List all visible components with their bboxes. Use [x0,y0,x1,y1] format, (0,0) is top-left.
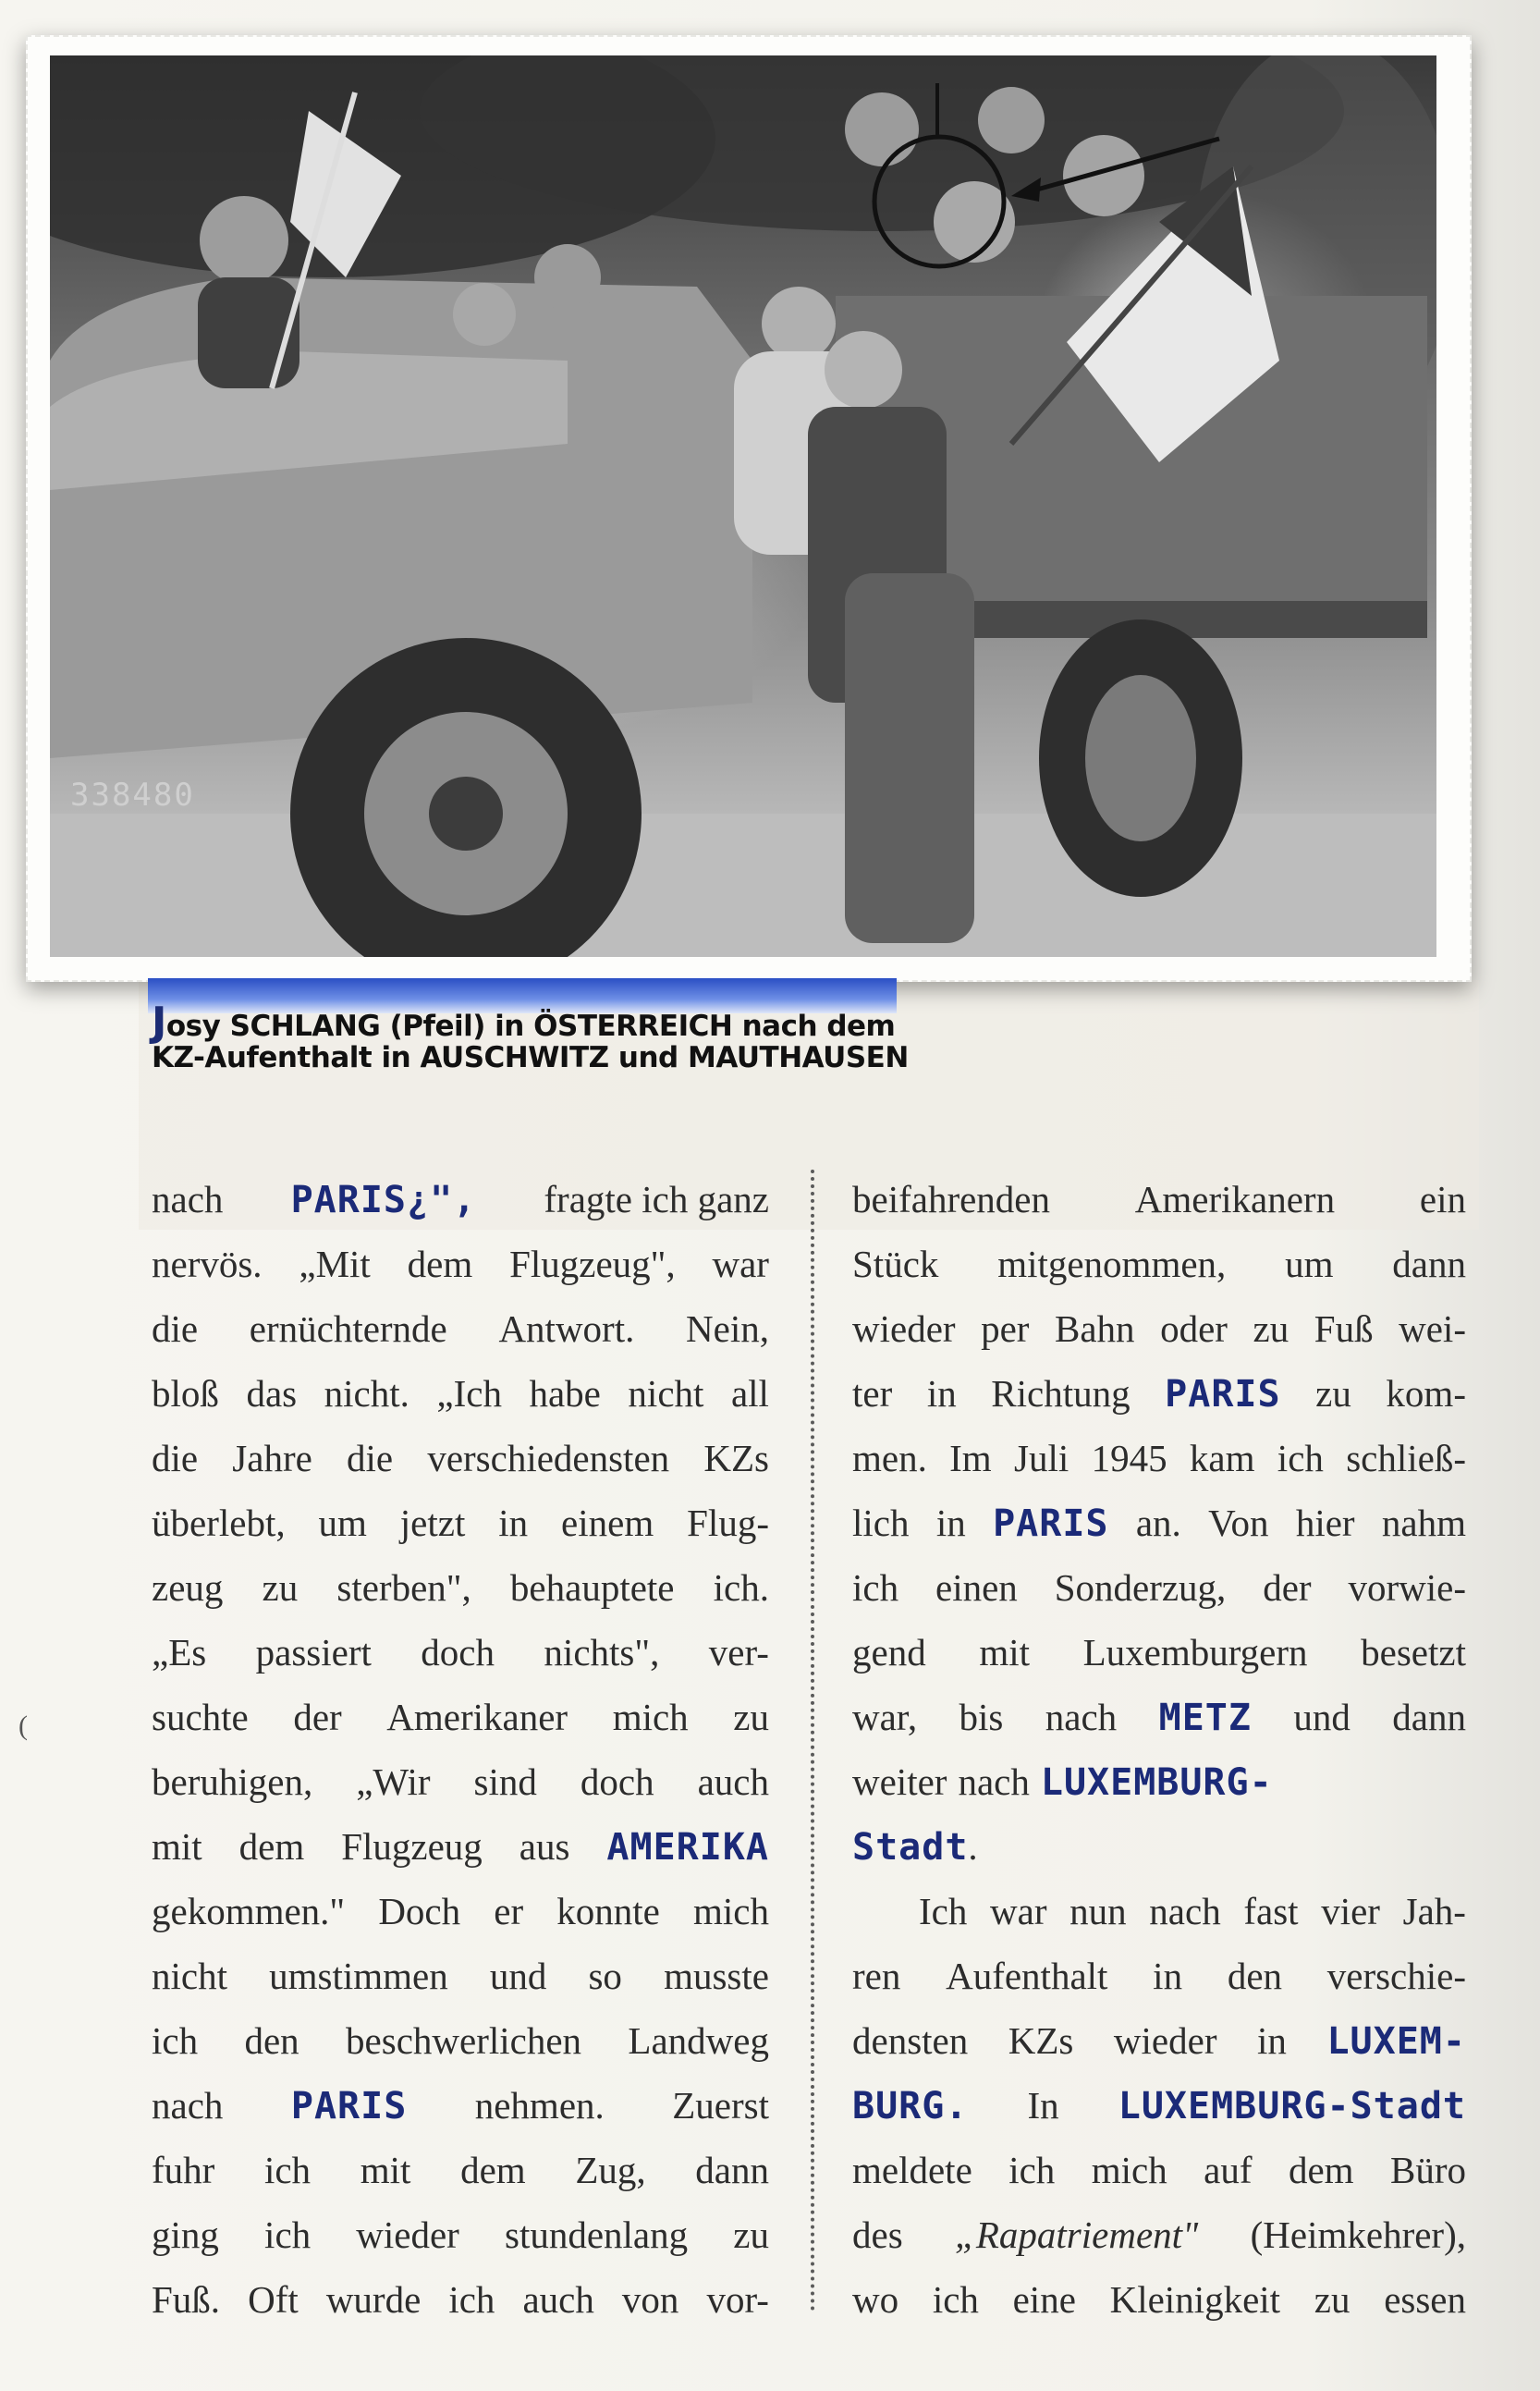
word: mit [979,1631,1030,1674]
word: ging [152,2213,219,2256]
photo-caption [148,978,909,1089]
word: Von [1208,1502,1269,1544]
text-line [152,1814,769,1879]
word: umstimmen [269,1955,448,1997]
highlighted-word: Stadt [852,1826,969,1869]
license-plate-number: 338480 [70,777,195,814]
word: Richtung [991,1372,1131,1415]
highlighted-word: PARIS [993,1502,1109,1545]
word: sind [473,1760,537,1803]
text-line [852,1167,1466,1232]
word: doch [421,1631,495,1674]
word: Landweg [628,2019,769,2062]
word: auch [522,2278,594,2321]
text-line [152,2073,769,2138]
word: Stück [852,1243,939,1285]
word: auch [697,1760,769,1803]
word: „Ich [436,1372,502,1415]
word: ernüchternde [249,1307,447,1350]
word: Zuerst [672,2084,769,2127]
word: Büro [1390,2149,1466,2191]
word: mich [1091,2149,1167,2191]
word: Fuß [1314,1307,1374,1350]
word: nicht [628,1372,704,1415]
word: (Heimkehrer), [1250,2213,1466,2256]
word: einen [935,1566,1018,1609]
word: so [588,1955,622,1997]
caption-line-1-text: osy SCHLANG (Pfeil) in ÖSTERREICH nach dem [165,1010,896,1043]
text-line [152,2267,769,2332]
word: in [498,1502,529,1544]
word: densten [852,2019,969,2062]
word: dem [1288,2149,1354,2191]
word: Nein, [686,1307,769,1350]
word: per [981,1307,1030,1350]
word: zu [1253,1307,1289,1350]
word: behauptete [509,1566,675,1609]
word: ver- [708,1631,769,1674]
text-line [852,2138,1466,2202]
word: nahm [1381,1502,1466,1544]
text-line [852,2202,1466,2267]
text-line [852,1943,1466,2008]
word: und [1293,1696,1351,1738]
word: verschiedensten [427,1437,670,1479]
word: all [730,1372,769,1415]
word: nach [958,1760,1030,1803]
word: war [990,1890,1047,1932]
word: wei- [1399,1307,1466,1350]
word: nehmen. [474,2084,605,2127]
word: vorwie- [1348,1566,1466,1609]
word: von [621,2278,679,2321]
text-line [152,2202,769,2267]
text-line [152,2008,769,2073]
text-line [852,1296,1466,1361]
word: ich. [713,1566,769,1609]
word: an. [1135,1502,1181,1544]
text-line [152,1490,769,1555]
word: bis [959,1696,1004,1738]
word: vor- [706,2278,769,2321]
text-line [152,2138,769,2202]
highlighted-word: PARIS [290,2085,408,2127]
text-line [852,1361,1466,1426]
word: in [926,1372,957,1415]
word: suchte [152,1696,249,1738]
word: wieder [852,1307,956,1350]
text-line [852,2267,1466,2332]
word: „Es [152,1631,207,1674]
word: Aufenthalt [946,1955,1108,1997]
word: lich [852,1502,910,1544]
word: er [494,1890,524,1932]
text-line [852,1555,1466,1620]
word: zeug [152,1566,224,1609]
highlighted-word: METZ [1158,1697,1252,1739]
word: zu [1314,2278,1351,2321]
caption-line-1 [152,999,895,1046]
word: Jahre [232,1437,312,1479]
word: wieder [356,2213,459,2256]
word: Sonderzug, [1054,1566,1227,1609]
word: ich [263,2149,312,2191]
word: fuhr [152,2149,215,2191]
word: in [935,1502,966,1544]
text-line [852,1685,1466,1749]
word: eine [1012,2278,1076,2321]
word: aus [519,1825,570,1868]
text-line [152,1167,769,1232]
text-line [152,1361,769,1426]
word: verschie- [1326,1955,1466,1997]
word: Amerikanern [1134,1178,1336,1220]
historical-photo [50,55,1436,957]
word: in [1153,1955,1183,1997]
word: Ich [919,1890,968,1932]
word: zu [1315,1372,1351,1415]
text-line [152,1555,769,1620]
word: den [244,2019,299,2062]
word: Bahn [1055,1307,1135,1350]
word: wurde [325,2278,422,2321]
word: Juli [1014,1437,1069,1479]
word: oder [1160,1307,1228,1350]
word: schließ- [1346,1437,1466,1479]
word: mit [152,1825,202,1868]
word: um [1285,1243,1334,1285]
word: das [246,1372,298,1415]
word: beschwerlichen [346,2019,582,2062]
word: ich [1008,2149,1056,2191]
word: zu [733,1696,769,1738]
word: jetzt [399,1502,466,1544]
word: dann [1392,1243,1466,1285]
word: „Wir [356,1760,431,1803]
word: men. [852,1437,927,1479]
word: die [347,1437,394,1479]
word: zu [733,2213,769,2256]
right-text-column [852,1167,1466,2332]
word: der [1263,1566,1312,1609]
word: einem [561,1502,654,1544]
word: beifahrenden [852,1178,1050,1220]
word: und [489,1955,547,1997]
word: beruhigen, [152,1760,313,1803]
word: dem [238,1825,305,1868]
word: nichts", [544,1631,660,1674]
text-line [852,2073,1466,2138]
margin-mark: ( [18,1710,28,1741]
word: ter [852,1372,893,1415]
word: ein [1419,1178,1466,1220]
word: KZs [1008,2019,1074,2062]
word: stundenlang [504,2213,689,2256]
word: dem [460,2149,526,2191]
word: ich [448,2278,495,2321]
word: nach [1045,1696,1118,1738]
word: war [712,1243,769,1285]
word: In [1027,2084,1059,2127]
word: doch [580,1760,654,1803]
word: musste [664,1955,769,1997]
word: in [1257,2019,1287,2062]
word: dann [1392,1696,1466,1738]
text-line [152,1749,769,1814]
word: auf [1204,2149,1253,2191]
text-line [852,1620,1466,1685]
word: Kleinigkeit [1109,2278,1281,2321]
text-line [152,1943,769,2008]
word: meldete [852,2149,972,2191]
word: Oft [248,2278,299,2321]
word: habe [529,1372,601,1415]
text-line [152,1620,769,1685]
word: fragte ich ganz [544,1178,769,1220]
word: mitgenommen, [997,1243,1227,1285]
highlighted-word: LUXEMBURG- [1040,1761,1273,1804]
word: . [968,1825,978,1868]
word: Doch [378,1890,461,1932]
word: Zug, [575,2149,646,2191]
word: ich [1277,1437,1324,1479]
word: wo [852,2278,899,2321]
word: „Rapatriement" [955,2213,1199,2256]
highlighted-word: AMERIKA [606,1826,769,1869]
caption-initial: J [152,999,166,1046]
word: ren [852,1955,901,1997]
text-line [852,1426,1466,1490]
word: weiter [852,1760,947,1803]
word: kom- [1386,1372,1466,1415]
word: gekommen." [152,1890,346,1932]
word: 1945 [1091,1437,1167,1479]
word: ich [852,1566,899,1609]
word: nervös. [152,1243,263,1285]
word: Amerikaner [386,1696,568,1738]
caption-line-2: KZ-Aufenthalt in AUSCHWITZ und MAUTHAUSEN [152,1041,909,1074]
word: mich [693,1890,769,1932]
word: dann [695,2149,769,2191]
text-line [152,1232,769,1296]
word: nach [152,2084,224,2127]
word: die [152,1437,199,1479]
word: nun [1069,1890,1127,1932]
word: wieder [1113,2019,1217,2062]
word: Luxemburgern [1082,1631,1308,1674]
word: überlebt, [152,1502,286,1544]
word: KZs [703,1437,769,1479]
text-line [852,1814,1466,1879]
word: nicht. [324,1372,409,1415]
highlighted-word: BURG. [852,2085,969,2127]
text-line [152,1879,769,1943]
word: zu [262,1566,299,1609]
text-line [852,2008,1466,2073]
word: mit [360,2149,411,2191]
word: die [152,1307,199,1350]
word: nach [1149,1890,1221,1932]
word: gend [852,1631,926,1674]
word: hier [1295,1502,1355,1544]
word: Flugzeug", [509,1243,676,1285]
text-line [852,1232,1466,1296]
word: bloß [152,1372,219,1415]
text-line [152,1296,769,1361]
word: ich [152,2019,199,2062]
word: mich [612,1696,689,1738]
photo-illustration [50,55,1436,957]
word: des [852,2213,903,2256]
word: Antwort. [498,1307,635,1350]
word: fast [1243,1890,1299,1932]
word: vier [1321,1890,1380,1932]
text-line [152,1685,769,1749]
word: war, [852,1696,918,1738]
word: dem [407,1243,473,1285]
word: konnte [556,1890,660,1932]
text-line [852,1749,1466,1814]
word: passiert [255,1631,372,1674]
highlighted-word: LUXEM- [1326,2020,1466,2063]
word: essen [1384,2278,1466,2321]
highlighted-word: LUXEMBURG-Stadt [1118,2085,1466,2127]
word: Im [949,1437,992,1479]
word: Fuß. [152,2278,221,2321]
word: Jah- [1402,1890,1466,1932]
highlighted-word: PARIS¿", [290,1179,477,1221]
column-divider [811,1170,814,2311]
word: um [318,1502,367,1544]
text-line [852,1879,1466,1943]
word: ich [264,2213,312,2256]
text-line [852,1490,1466,1555]
word: der [293,1696,342,1738]
word: sterben", [336,1566,471,1609]
word: Flugzeug [341,1825,483,1868]
word: besetzt [1361,1631,1466,1674]
word: nicht [152,1955,227,1997]
word: Flug- [687,1502,769,1544]
word: nach [152,1178,224,1220]
word: „Mit [299,1243,371,1285]
text-line [152,1426,769,1490]
word: den [1227,1955,1283,1997]
left-text-column [152,1167,769,2332]
word: kam [1189,1437,1255,1479]
word: ich [932,2278,979,2321]
highlighted-word: PARIS [1165,1373,1281,1416]
